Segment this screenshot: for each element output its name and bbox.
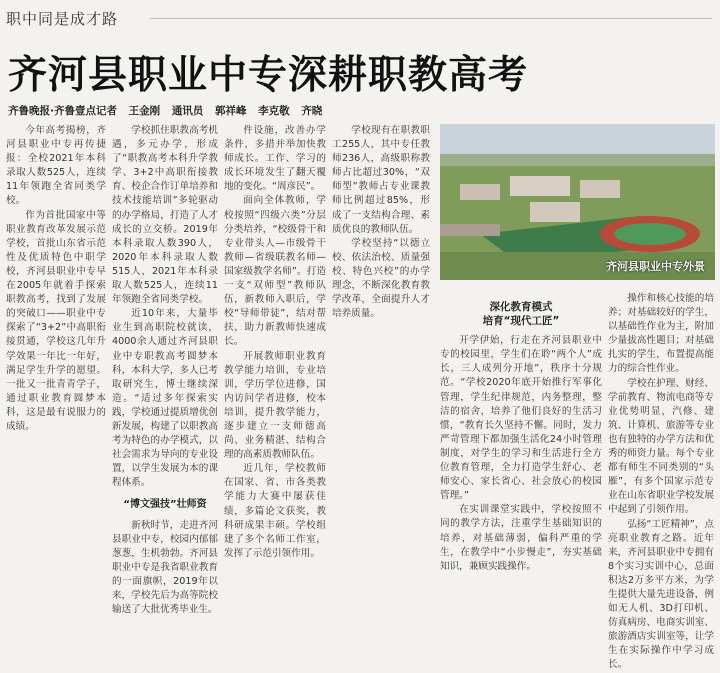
headline: 齐河县职业中专深耕职教高考 <box>8 53 529 98</box>
article-column-4 <box>332 124 430 540</box>
article-column-1 <box>6 124 106 540</box>
byline-reporter: 王金刚 <box>128 105 161 117</box>
section-subheading: “博文强技”壮师资 <box>123 499 207 511</box>
byline-correspondent-1: 郭祥峰 <box>214 105 247 117</box>
paragraph: 新秋时节，走进齐河县职业中专，校园内郁郁葱葱，生机勃勃。齐河县职业中专是我省职业教育的一面旗帜，2019年以来，学校先后为高等院校输送了大批优秀毕业生。 <box>112 519 218 616</box>
byline <box>8 103 330 118</box>
campus-aerial-photo <box>440 124 715 280</box>
paragraph: 学校抓住职教高考机遇，多元办学，形成了“职教高考本科升学教学、3+2中高职衔接教育、校企合作订单培养和技术技能培训”多轮驱动的办学格局，打造了人才成长的立交桥。2019年本科录取人数390人，2020年本科录取人数515人，2021年本科录取人数525人，连续11年领跑全省同类学校。 <box>112 125 218 306</box>
paragraph: 学校在护理、财经、学前教育、物流电商等专业优势明显，汽修、建筑、计算机、旅游等专业也有独特的办学方法和优秀的师资力量。每个专业都有师生不同类别的“头雁”，有多个国家示范专业在山东省职业学校发展中起到了引领作用。 <box>608 377 714 516</box>
paragraph: 学校现有在职教职工255人，其中专任教师236人，高级职称教师占比超过30%，“双师型”教师占专业课教师比例超过85%，形成了一支结构合理、素质优良的教师队伍。 <box>332 125 430 235</box>
paragraph: 近几年，学校教师在国家、省、市各类教学能力大赛中屡获佳绩，多篇论文获奖，教科研成果丰硕。学校组建了多个名师工作室，发挥了示范引领作用。 <box>224 463 326 559</box>
photo-caption: 齐河县职业中专外景 <box>606 260 705 273</box>
paragraph: 在实训课堂实践中，学校按照不同的教学方法，注重学生基础知识的培养，对基础薄弱，偏科严重的学生，在教学中“小步慢走”，夯实基础知识，兼顾实践操作。 <box>440 504 602 572</box>
kicker: 职中同是成才路 <box>6 10 119 28</box>
byline-outlet: 齐鲁晚报·齐鲁壹点记者 <box>8 105 117 117</box>
article-column-5 <box>440 292 602 572</box>
byline-correspondent-3: 齐晓 <box>301 105 323 117</box>
paragraph: 操作和核心技能的培养；对基础较好的学生，以基础性作业为主，附加少量拔高性题目；对基础扎实的学生，布置提高能力的综合性作业。 <box>608 293 714 375</box>
article-column-3 <box>224 124 326 559</box>
paragraph: 件设施，改善办学条件，多措并举加快教师成长。工作、学习的成长环境发生了翻天覆地的变化。“周彦民”。 <box>224 125 326 193</box>
paragraph: 今年高考揭榜，齐河县职业中专再传捷报：全校2021年本科录取人数525人，连续11年领跑全省同类学校。 <box>6 125 106 207</box>
paragraph: 作为首批国家中等职业教育改革发展示范学校，首批山东省示范性及优质特色中职学校，齐河县职业中专早在2005年就着手探索职教高考，找到了发展的突破口——职业中专探索了“3+2”中高职衔接贯通，学校这几年升学效果一年比一年好，满足学生升学的愿望。一批又一批青青学子，通过职业教育圆梦本科，这是最有说服力的成绩。 <box>6 209 106 432</box>
paragraph: 弘扬“工匠精神”，点亮职业教育之路。近年来，齐河县职业中专拥有8个实习实训中心，总面积达2万多平方米，为学生提供大量先进设备，例如无人机、3D打印机、仿真病房、电商实训室、旅游酒店实训室等，让学生在实际操作中学习成长。 <box>608 518 714 671</box>
section-subheading: 深化教育模式 培育“现代工匠” <box>482 301 560 328</box>
kicker-rule <box>150 18 712 19</box>
byline-correspondent-2: 李克敬 <box>258 105 290 117</box>
paragraph: 开学伊始，行走在齐河县职业中专的校园里，学生们在聆“两个人”成长，三人成列分开地”，秩序十分规范。“学校2020年底开始推行军事化管理，学生纪律规范，内务整理，整洁的宿舍，培养了他们良好的生活习惯，“教育长久坚持不懈。同时，发力严苛管理下都加强生活化24小时管理制度，对学生的学习和生活进行全方位教育管理，全力打造学生舒心、老师安心、家长省心、社会放心的校园管理。” <box>440 335 602 502</box>
article-column-2 <box>112 124 218 616</box>
article-column-6 <box>608 292 714 671</box>
campus-photo-illustration <box>440 124 715 280</box>
paragraph: 面向全体教师，学校按照“四级六类”分层分类培养，“校级骨干和专业带头人—市级骨干教师—省级联教名师—国家级教学名师”。打造一支“双师型”教师队伍，新教师入职后，学校“导师带徒”，结对帮扶，助力新教师快速成长。 <box>224 195 326 348</box>
byline-role: 通讯员 <box>171 105 204 117</box>
paragraph: 学校坚持“以德立校、依法治校、质量强校、特色兴校”的办学理念，不断深化教育教学改革，全面提升人才培养质量。 <box>332 237 430 320</box>
paragraph: 开展教师职业教育教学能力培训，专业培训，学历学位进修，国内访问学者进修，校本培训，提升教学能力，逐步建立一支师德高尚、业务精湛、结构合理的高素质教师队伍。 <box>224 350 326 461</box>
paragraph: 近10年来，大量毕业生到高职院校就读，4000余人通过齐河县职业中专职教高考圆梦本科，本科大学，多人已考取研究生，博士继续深造。“适过多年探索实践，学校通过提质增优创新发展，构建了以职教高考为特色的办学模式，以社会需求为导向的专业设置，以学生发展为本的课程体系。 <box>112 308 218 489</box>
